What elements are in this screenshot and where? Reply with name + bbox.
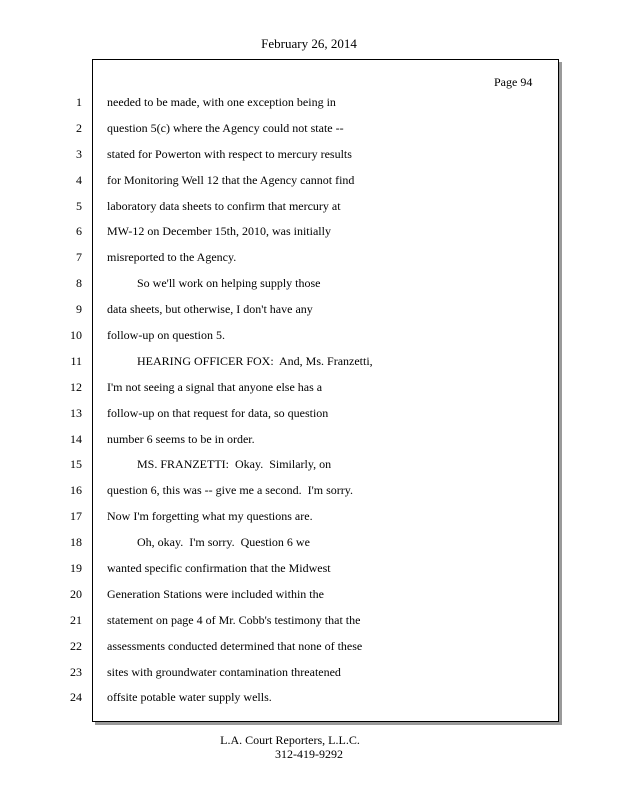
line-text: MS. FRANZETTI: Okay. Similarly, on	[107, 457, 332, 472]
line-number: 2	[76, 120, 82, 135]
line-text: laboratory data sheets to confirm that mercury at	[107, 198, 341, 213]
line-number: 5	[76, 198, 82, 213]
transcript-line	[0, 249, 618, 275]
line-text: Oh, okay. I'm sorry. Question 6 we	[107, 535, 310, 550]
transcript-line	[0, 327, 618, 353]
transcript-line	[0, 379, 618, 405]
line-text: Generation Stations were included within the	[107, 586, 324, 601]
transcript-line	[0, 508, 618, 534]
page-number: Page 94	[494, 75, 533, 89]
line-number: 24	[70, 690, 82, 705]
transcript-line	[0, 689, 618, 715]
line-text: HEARING OFFICER FOX: And, Ms. Franzetti,	[107, 353, 373, 368]
footer-phone: 312-419-9292	[275, 747, 343, 761]
transcript-line	[0, 405, 618, 431]
line-number: 1	[76, 95, 82, 109]
line-text: offsite potable water supply wells.	[107, 690, 272, 705]
transcript-line	[0, 198, 618, 224]
line-number: 7	[76, 250, 82, 265]
transcript-line	[0, 353, 618, 379]
line-number: 17	[70, 509, 82, 524]
line-number: 19	[70, 561, 82, 576]
transcript-line	[0, 275, 618, 301]
line-text: question 5(c) where the Agency could not state --	[107, 120, 344, 135]
line-text: misreported to the Agency.	[107, 250, 237, 265]
line-number: 21	[70, 612, 82, 627]
line-text: Now I'm forgetting what my questions are.	[107, 509, 313, 524]
line-number: 15	[70, 457, 82, 472]
line-number: 22	[70, 638, 82, 653]
line-text: data sheets, but otherwise, I don't have any	[107, 302, 313, 317]
line-number: 10	[70, 328, 82, 343]
line-number: 13	[70, 405, 82, 420]
line-text: wanted specific confirmation that the Midwest	[107, 561, 331, 576]
line-number: 20	[70, 586, 82, 601]
line-number: 4	[76, 172, 82, 187]
header-date: February 26, 2014	[261, 36, 357, 51]
line-number: 14	[70, 431, 82, 446]
line-text: statement on page 4 of Mr. Cobb's testimony that the	[107, 612, 361, 627]
line-text: MW-12 on December 15th, 2010, was initially	[107, 224, 331, 239]
line-text: sites with groundwater contamination threatened	[107, 664, 341, 679]
transcript-lines	[0, 94, 618, 715]
transcript-line	[0, 638, 618, 664]
line-number: 18	[70, 535, 82, 550]
transcript-line	[0, 534, 618, 560]
transcript-line	[0, 120, 618, 146]
line-text: I'm not seeing a signal that anyone else has a	[107, 379, 323, 394]
line-number: 12	[70, 379, 82, 394]
transcript-line	[0, 560, 618, 586]
line-number: 8	[76, 276, 82, 291]
transcript-line	[0, 664, 618, 690]
transcript-line	[0, 431, 618, 457]
transcript-line	[0, 612, 618, 638]
line-text: So we'll work on helping supply those	[107, 276, 321, 291]
line-number: 3	[76, 146, 82, 161]
transcript-line	[0, 482, 618, 508]
transcript-line	[0, 456, 618, 482]
line-text: assessments conducted determined that none of these	[107, 638, 363, 653]
line-number: 16	[70, 483, 82, 498]
line-text: needed to be made, with one exception being in	[107, 95, 336, 109]
line-number: 9	[76, 302, 82, 317]
line-text: question 6, this was -- give me a second. I'm sorry.	[107, 483, 353, 498]
line-number: 11	[70, 353, 82, 368]
line-number: 6	[76, 224, 82, 239]
transcript-line	[0, 301, 618, 327]
line-text: number 6 seems to be in order.	[107, 431, 255, 446]
transcript-line	[0, 223, 618, 249]
line-text: follow-up on that request for data, so question	[107, 405, 329, 420]
footer-company: L.A. Court Reporters, L.L.C.	[220, 733, 360, 747]
line-text: follow-up on question 5.	[107, 328, 225, 343]
line-text: stated for Powerton with respect to mercury results	[107, 146, 352, 161]
transcript-line	[0, 172, 618, 198]
transcript-line	[0, 146, 618, 172]
line-number: 23	[70, 664, 82, 679]
transcript-line	[0, 586, 618, 612]
line-text: for Monitoring Well 12 that the Agency cannot find	[107, 172, 355, 187]
transcript-line	[0, 94, 618, 120]
